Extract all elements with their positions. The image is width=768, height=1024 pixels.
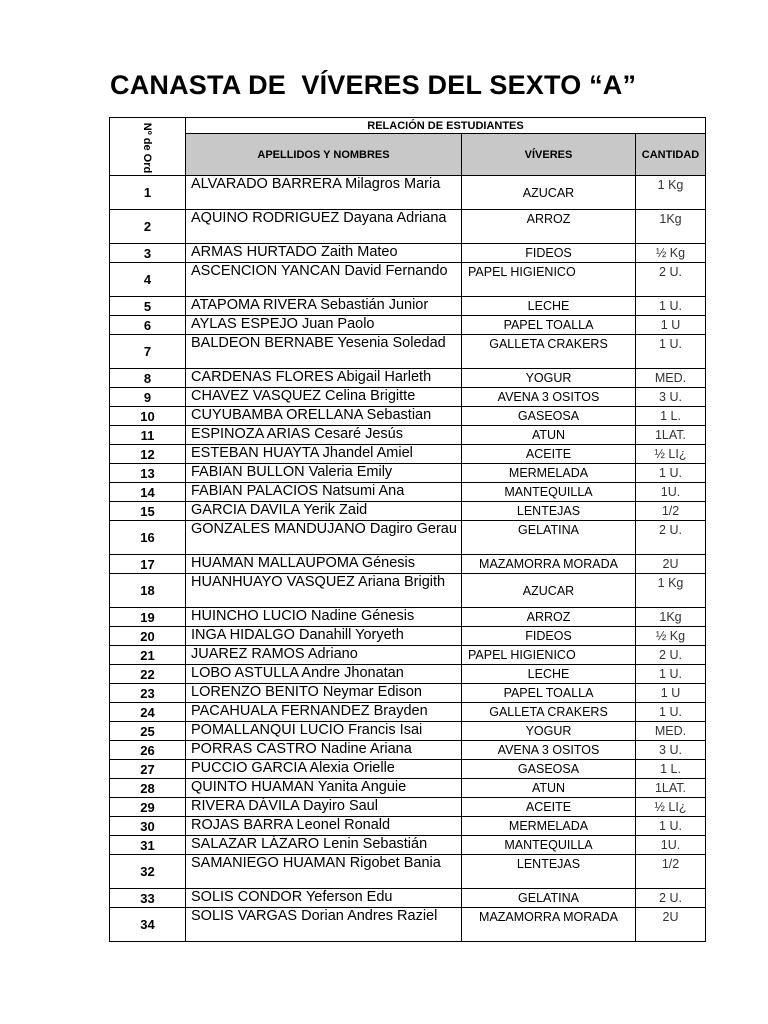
student-name: ATAPOMA RIVERA Sebastián Junior — [186, 297, 462, 316]
table-row — [110, 908, 706, 942]
grocery-item: MERMELADA — [462, 464, 636, 483]
grocery-item: YOGUR — [462, 722, 636, 741]
student-name: FABIAN PALACIOS Natsumi Ana — [186, 483, 462, 502]
table-row — [110, 483, 706, 502]
grocery-item: LENTEJAS — [462, 502, 636, 521]
table-row — [110, 722, 706, 741]
item-quantity: 3 U. — [636, 388, 706, 407]
grocery-item: ACEITE — [462, 445, 636, 464]
row-number: 14 — [110, 483, 186, 502]
table-row — [110, 244, 706, 263]
grocery-item: FIDEOS — [462, 627, 636, 646]
quantity-column-header: CANTIDAD — [636, 134, 706, 176]
item-quantity: ½ Kg — [636, 244, 706, 263]
student-name: ESTEBAN HUAYTA Jhandel Amiel — [186, 445, 462, 464]
grocery-item: AZUCAR — [462, 176, 636, 210]
student-name: CARDENAS FLORES Abigail Harleth — [186, 369, 462, 388]
item-quantity: ½ LI¿ — [636, 798, 706, 817]
table-row — [110, 646, 706, 665]
table-row — [110, 665, 706, 684]
row-number: 13 — [110, 464, 186, 483]
item-quantity: 1 U. — [636, 297, 706, 316]
row-number: 6 — [110, 316, 186, 335]
table-row — [110, 335, 706, 369]
table-row — [110, 855, 706, 889]
item-quantity: 1U. — [636, 483, 706, 502]
grocery-item: YOGUR — [462, 369, 636, 388]
grocery-item: ATUN — [462, 426, 636, 445]
grocery-item: FIDEOS — [462, 244, 636, 263]
item-quantity: 2U — [636, 908, 706, 942]
table-row — [110, 703, 706, 722]
table-row — [110, 574, 706, 608]
table-row — [110, 369, 706, 388]
item-quantity: 2 U. — [636, 263, 706, 297]
table-row — [110, 760, 706, 779]
students-table — [109, 117, 706, 942]
table-row — [110, 388, 706, 407]
grocery-item: GASEOSA — [462, 760, 636, 779]
student-name: FABIAN BULLON Valeria Emily — [186, 464, 462, 483]
item-quantity: ½ LI¿ — [636, 445, 706, 464]
student-name: ARMAS HURTADO Zaith Mateo — [186, 244, 462, 263]
student-name: AQUINO RODRIGUEZ Dayana Adriana — [186, 210, 462, 244]
item-quantity: 1 L. — [636, 760, 706, 779]
item-quantity: 1Kg — [636, 608, 706, 627]
student-name: HUAMAN MALLAUPOMA Génesis — [186, 555, 462, 574]
row-number: 28 — [110, 779, 186, 798]
table-row — [110, 502, 706, 521]
item-quantity: 2U — [636, 555, 706, 574]
grocery-item: MANTEQUILLA — [462, 836, 636, 855]
grocery-item: AVENA 3 OSITOS — [462, 741, 636, 760]
row-number: 24 — [110, 703, 186, 722]
names-column-header: APELLIDOS Y NOMBRES — [186, 134, 462, 176]
row-number: 7 — [110, 335, 186, 369]
student-name: AYLAS ESPEJO Juan Paolo — [186, 316, 462, 335]
item-quantity: 1Kg — [636, 210, 706, 244]
order-number-header-label: Nº de Ord — [141, 122, 154, 173]
grocery-item: PAPEL TOALLA — [462, 316, 636, 335]
table-row — [110, 445, 706, 464]
student-name: RIVERA DÁVILA Dayiro Saul — [186, 798, 462, 817]
page-title: CANASTA DE VÍVERES DEL SEXTO “A” — [110, 70, 637, 100]
row-number: 22 — [110, 665, 186, 684]
student-name: SOLIS CONDOR Yeferson Edu — [186, 889, 462, 908]
row-number: 21 — [110, 646, 186, 665]
student-name: CUYUBAMBA ORELLANA Sebastian — [186, 407, 462, 426]
order-number-header — [110, 118, 186, 176]
row-number: 18 — [110, 574, 186, 608]
student-name: CHAVEZ VASQUEZ Celina Brigitte — [186, 388, 462, 407]
grocery-item: LECHE — [462, 665, 636, 684]
table-row — [110, 836, 706, 855]
table-row — [110, 521, 706, 555]
row-number: 27 — [110, 760, 186, 779]
table-row — [110, 741, 706, 760]
item-quantity: MED. — [636, 722, 706, 741]
student-name: PACAHUALA FERNANDEZ Brayden — [186, 703, 462, 722]
table-row — [110, 407, 706, 426]
student-name: ESPINOZA ARIAS Cesaré Jesús — [186, 426, 462, 445]
table-row — [110, 176, 706, 210]
grocery-item: GELATINA — [462, 521, 636, 555]
row-number: 29 — [110, 798, 186, 817]
grocery-item: AZUCAR — [462, 574, 636, 608]
relation-header: RELACIÓN DE ESTUDIANTES — [186, 118, 706, 134]
grocery-item: MAZAMORRA MORADA — [462, 555, 636, 574]
table-row — [110, 297, 706, 316]
student-name: HUINCHO LUCIO Nadine Génesis — [186, 608, 462, 627]
table-row — [110, 555, 706, 574]
row-number: 32 — [110, 855, 186, 889]
item-quantity: 1 Kg — [636, 176, 706, 210]
grocery-item: ARROZ — [462, 608, 636, 627]
table-body — [110, 176, 706, 942]
student-name: INGA HIDALGO Danahill Yoryeth — [186, 627, 462, 646]
student-name: POMALLANQUI LUCIO Francis Isai — [186, 722, 462, 741]
item-quantity: 1 U. — [636, 665, 706, 684]
row-number: 25 — [110, 722, 186, 741]
student-name: JUAREZ RAMOS Adriano — [186, 646, 462, 665]
student-name: GONZALES MANDUJANO Dagiro Gerau — [186, 521, 462, 555]
student-name: GARCIA DAVILA Yerik Zaid — [186, 502, 462, 521]
item-quantity: 2 U. — [636, 889, 706, 908]
student-name: HUANHUAYO VASQUEZ Ariana Brigith — [186, 574, 462, 608]
grocery-item: ATUN — [462, 779, 636, 798]
grocery-item: PAPEL TOALLA — [462, 684, 636, 703]
row-number: 30 — [110, 817, 186, 836]
row-number: 5 — [110, 297, 186, 316]
grocery-item: LECHE — [462, 297, 636, 316]
item-quantity: 1 U. — [636, 464, 706, 483]
row-number: 31 — [110, 836, 186, 855]
student-name: BALDEON BERNABE Yesenia Soledad — [186, 335, 462, 369]
row-number: 20 — [110, 627, 186, 646]
grocery-item: LENTEJAS — [462, 855, 636, 889]
item-quantity: 1/2 — [636, 502, 706, 521]
table-row — [110, 263, 706, 297]
student-name: SALAZAR LÁZARO Lenin Sebastián — [186, 836, 462, 855]
row-number: 15 — [110, 502, 186, 521]
table-row — [110, 889, 706, 908]
table-row — [110, 464, 706, 483]
item-quantity: 1LAT. — [636, 426, 706, 445]
row-number: 9 — [110, 388, 186, 407]
grocery-item: MAZAMORRA MORADA — [462, 908, 636, 942]
row-number: 4 — [110, 263, 186, 297]
row-number: 11 — [110, 426, 186, 445]
table-row — [110, 627, 706, 646]
grocery-item: PAPEL HIGIENICO — [462, 646, 636, 665]
row-number: 8 — [110, 369, 186, 388]
item-quantity: ½ Kg — [636, 627, 706, 646]
item-quantity: 1 U. — [636, 703, 706, 722]
row-number: 2 — [110, 210, 186, 244]
row-number: 19 — [110, 608, 186, 627]
item-quantity: 1 U — [636, 316, 706, 335]
table-row — [110, 316, 706, 335]
item-quantity: 3 U. — [636, 741, 706, 760]
item-quantity: 1/2 — [636, 855, 706, 889]
row-number: 1 — [110, 176, 186, 210]
student-name: SOLIS VARGAS Dorian Andres Raziel — [186, 908, 462, 942]
student-name: SAMANIEGO HUAMAN Rigobet Bania — [186, 855, 462, 889]
grocery-item: GALLETA CRAKERS — [462, 335, 636, 369]
row-number: 3 — [110, 244, 186, 263]
student-name: LORENZO BENITO Neymar Edison — [186, 684, 462, 703]
grocery-item: GELATINA — [462, 889, 636, 908]
student-name: ASCENCION YANCAN David Fernando — [186, 263, 462, 297]
table-row — [110, 426, 706, 445]
grocery-item: ARROZ — [462, 210, 636, 244]
items-column-header: VÍVERES — [462, 134, 636, 176]
grocery-item: GALLETA CRAKERS — [462, 703, 636, 722]
table-row — [110, 817, 706, 836]
item-quantity: 2 U. — [636, 646, 706, 665]
student-name: LOBO ASTULLA Andre Jhonatan — [186, 665, 462, 684]
row-number: 16 — [110, 521, 186, 555]
item-quantity: 1LAT. — [636, 779, 706, 798]
item-quantity: 1 U — [636, 684, 706, 703]
student-name: QUINTO HUAMAN Yanita Anguie — [186, 779, 462, 798]
student-name: PUCCIO GARCIA Alexia Orielle — [186, 760, 462, 779]
table-row — [110, 608, 706, 627]
grocery-item: GASEOSA — [462, 407, 636, 426]
item-quantity: 2 U. — [636, 521, 706, 555]
grocery-item: AVENA 3 OSITOS — [462, 388, 636, 407]
student-name: ROJAS BARRA Leonel Ronald — [186, 817, 462, 836]
table-row — [110, 684, 706, 703]
grocery-item: PAPEL HIGIENICO — [462, 263, 636, 297]
row-number: 17 — [110, 555, 186, 574]
item-quantity: 1 L. — [636, 407, 706, 426]
item-quantity: MED. — [636, 369, 706, 388]
row-number: 34 — [110, 908, 186, 942]
table-row — [110, 798, 706, 817]
grocery-item: MERMELADA — [462, 817, 636, 836]
item-quantity: 1U. — [636, 836, 706, 855]
row-number: 10 — [110, 407, 186, 426]
row-number: 23 — [110, 684, 186, 703]
student-name: ALVARADO BARRERA Milagros Maria — [186, 176, 462, 210]
row-number: 12 — [110, 445, 186, 464]
student-name: PORRAS CASTRO Nadine Ariana — [186, 741, 462, 760]
item-quantity: 1 U. — [636, 817, 706, 836]
row-number: 33 — [110, 889, 186, 908]
table-row — [110, 210, 706, 244]
grocery-item: MANTEQUILLA — [462, 483, 636, 502]
row-number: 26 — [110, 741, 186, 760]
item-quantity: 1 U. — [636, 335, 706, 369]
grocery-item: ACEITE — [462, 798, 636, 817]
table-row — [110, 779, 706, 798]
item-quantity: 1 Kg — [636, 574, 706, 608]
